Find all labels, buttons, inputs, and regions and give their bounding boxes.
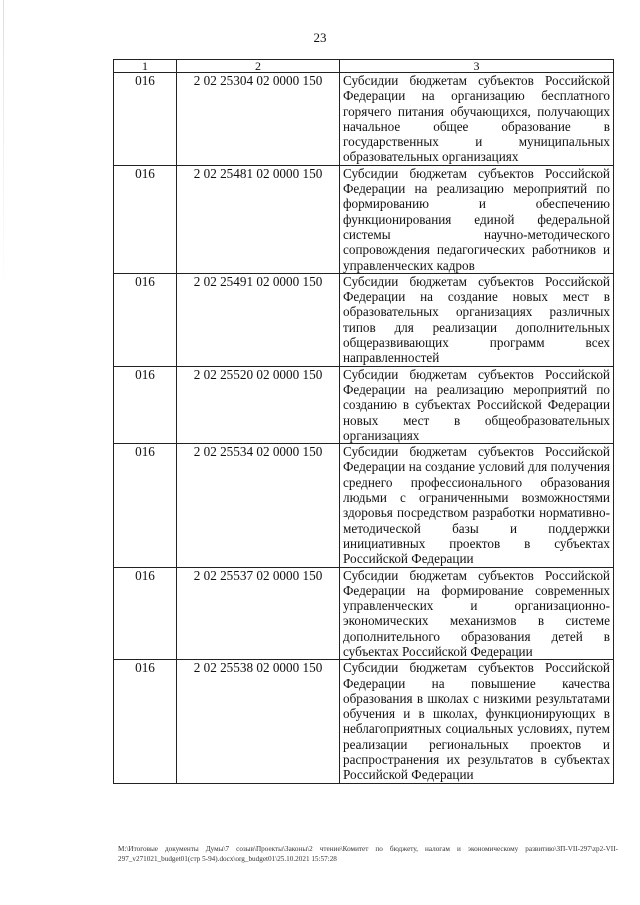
description-cell: Субсидии бюджетам субъектов Российской Федерации на формирование современных управленческих и организационно-экономических механизмов в системе дополнительного образования детей в субъектах Российской Федерации xyxy=(340,567,614,660)
table-row xyxy=(114,444,614,567)
budget-code-cell: 2 02 25520 02 0000 150 xyxy=(177,366,340,443)
table-header-row xyxy=(114,60,614,73)
admin-code-cell: 016 xyxy=(114,73,177,166)
admin-code-cell: 016 xyxy=(114,567,177,660)
footer-file-path: M:\Итоговые документы Думы\7 созыв\Проекты\Законы\2 чтение\Комитет по бюджету, налогам и экономическому развитию\ЗП-VII-297\zp2-VII-297_v271021_budget01(стр 5-94).docx\org_budget01\25.10.2021 15:57:28 xyxy=(118,845,618,863)
budget-code-cell: 2 02 25537 02 0000 150 xyxy=(177,567,340,660)
column-header-1: 1 xyxy=(114,60,177,73)
description-cell: Субсидии бюджетам субъектов Российской Федерации на создание условий для получения среднего профессионального образования людьми с ограниченными возможностями здоровья посредством разработки нормативно-методической базы и поддержки инициативных проектов в субъектах Российской Федерации xyxy=(340,444,614,567)
admin-code-cell: 016 xyxy=(114,444,177,567)
table-row xyxy=(114,366,614,443)
page-number: 23 xyxy=(313,30,327,45)
table-row xyxy=(114,73,614,166)
admin-code-cell: 016 xyxy=(114,165,177,273)
table-row xyxy=(114,567,614,660)
admin-code-cell: 016 xyxy=(114,273,177,366)
description-cell: Субсидии бюджетам субъектов Российской Федерации на реализацию мероприятий по созданию в субъектах Российской Федерации новых мест в общеобразовательных организациях xyxy=(340,366,614,443)
budget-code-cell: 2 02 25491 02 0000 150 xyxy=(177,273,340,366)
description-cell: Субсидии бюджетам субъектов Российской Федерации на повышение качества образования в школах с низкими результатами обучения и в школах, функционирующих в неблагоприятных социальных условиях, путем реализации региональных проектов и распространения их результатов в субъектах Российской Федерации xyxy=(340,660,614,783)
admin-code-cell: 016 xyxy=(114,366,177,443)
column-header-2: 2 xyxy=(177,60,340,73)
column-header-3: 3 xyxy=(340,60,614,73)
budget-code-cell: 2 02 25304 02 0000 150 xyxy=(177,73,340,166)
description-cell: Субсидии бюджетам субъектов Российской Федерации на создание новых мест в образовательных организациях различных типов для реализации дополнительных общеразвивающих программ всех направленностей xyxy=(340,273,614,366)
description-cell: Субсидии бюджетам субъектов Российской Федерации на реализацию мероприятий по формированию и обеспечению функционирования единой федеральной системы научно-методического сопровождения педагогических работников и управленческих кадров xyxy=(340,165,614,273)
budget-code-cell: 2 02 25538 02 0000 150 xyxy=(177,660,340,783)
description-cell: Субсидии бюджетам субъектов Российской Федерации на организацию бесплатного горячего питания обучающихся, получающих начальное общее образование в государственных и муниципальных образовательных организациях xyxy=(340,73,614,166)
budget-classification-table xyxy=(113,59,614,784)
budget-code-cell: 2 02 25481 02 0000 150 xyxy=(177,165,340,273)
table-row xyxy=(114,165,614,273)
table-row xyxy=(114,660,614,783)
table-row xyxy=(114,273,614,366)
budget-code-cell: 2 02 25534 02 0000 150 xyxy=(177,444,340,567)
admin-code-cell: 016 xyxy=(114,660,177,783)
